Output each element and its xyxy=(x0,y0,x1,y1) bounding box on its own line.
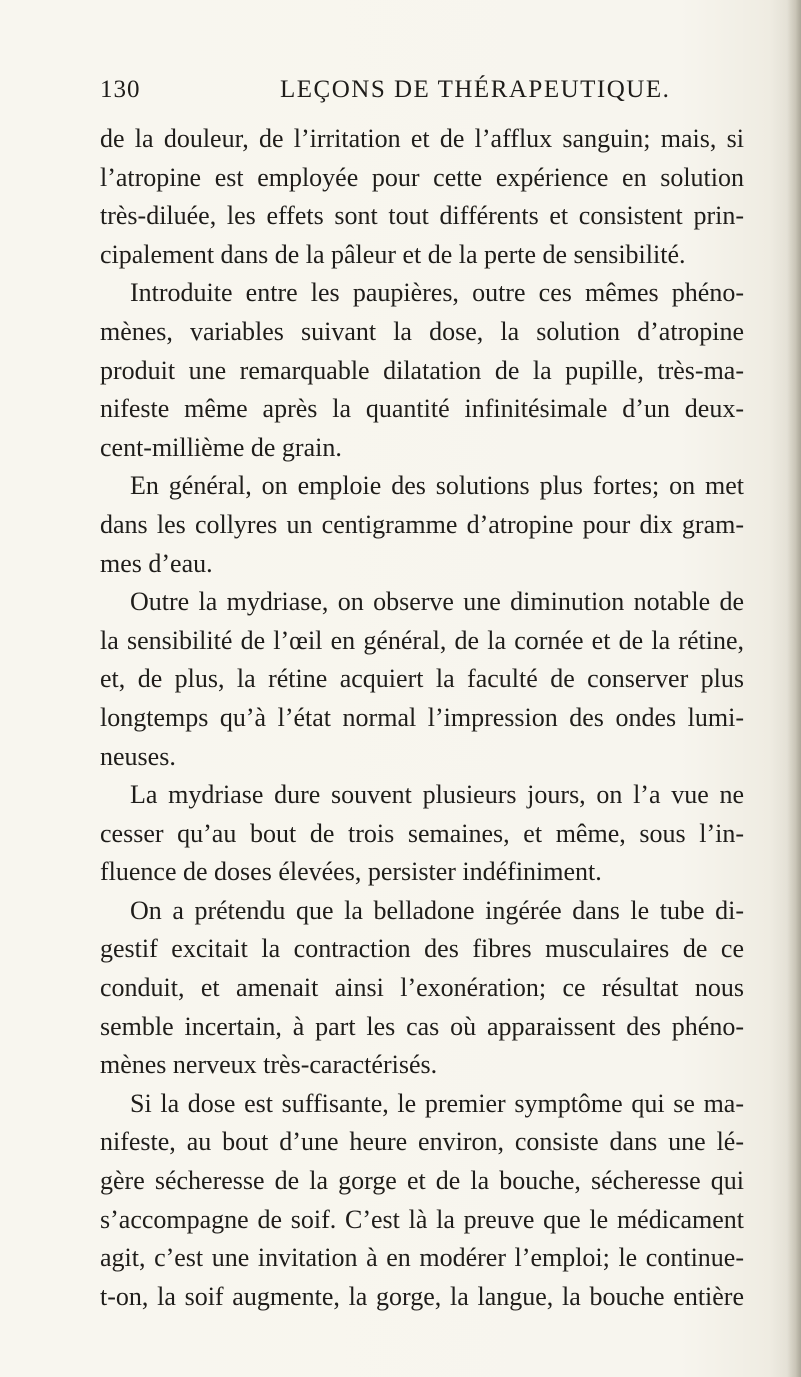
text-line: conduit, et amenait ainsi l’exonération; ce résultat nous xyxy=(100,973,744,1003)
text-line: très-diluée, les effets sont tout différents et consistent prin- xyxy=(100,201,744,231)
text-line: longtemps qu’à l’état normal l’impression des ondes lumi- xyxy=(100,702,744,732)
paragraph-first-line: La mydriase dure souvent plusieurs jours, on l’a vue ne xyxy=(130,780,744,810)
text-line: et, de plus, la rétine acquiert la faculté de conserver plus xyxy=(100,664,744,694)
text-line: agit, c’est une invitation à en modérer l’emploi; le continue- xyxy=(100,1243,744,1273)
text-line: nifeste même après la quantité infinitésimale d’un deux- xyxy=(100,394,744,424)
text-line: nifeste, au bout d’une heure environ, consiste dans une lé- xyxy=(100,1127,744,1157)
text-line: semble incertain, à part les cas où apparaissent des phéno- xyxy=(100,1011,744,1041)
text-line: mènes, variables suivant la dose, la solution d’atropine xyxy=(100,316,744,346)
text-line: t-on, la soif augmente, la gorge, la langue, la bouche entière xyxy=(100,1281,744,1311)
text-line: cent-millième de grain. xyxy=(100,432,342,462)
text-line: mènes nerveux très-caractérisés. xyxy=(100,1050,438,1080)
text-line: gère sécheresse de la gorge et de la bouche, sécheresse qui xyxy=(100,1166,744,1196)
page-number: 130 xyxy=(100,76,141,103)
text-line: dans les collyres un centigramme d’atropine pour dix gram- xyxy=(100,509,744,539)
text-line: cipalement dans de la pâleur et de la perte de sensibilité. xyxy=(100,239,686,269)
text-line: cesser qu’au bout de trois semaines, et même, sous l’in- xyxy=(100,818,744,848)
paragraph-first-line: Si la dose est suffisante, le premier symptôme qui se ma- xyxy=(130,1088,744,1118)
page-edge-shadow xyxy=(787,0,801,1377)
text-line: la sensibilité de l’œil en général, de la cornée et de la rétine, xyxy=(100,625,744,655)
paragraph-first-line: On a prétendu que la belladone ingérée dans le tube di- xyxy=(130,895,744,925)
paragraph-first-line: Introduite entre les paupières, outre ces mêmes phéno- xyxy=(130,278,744,308)
paragraph-first-line: En général, on emploie des solutions plus fortes; on met xyxy=(130,471,744,501)
text-line: s’accompagne de soif. C’est là la preuve que le médicament xyxy=(100,1204,744,1234)
text-line: mes d’eau. xyxy=(100,548,213,578)
body-text xyxy=(100,120,744,1316)
text-line: neuses. xyxy=(100,741,176,771)
text-line: l’atropine est employée pour cette expérience en solution xyxy=(100,162,744,192)
running-title: LEÇONS DE THÉRAPEUTIQUE. xyxy=(280,76,671,103)
running-head xyxy=(100,76,740,112)
text-line: gestif excitait la contraction des fibres musculaires de ce xyxy=(100,934,744,964)
text-line: de la douleur, de l’irritation et de l’afflux sanguin; mais, si xyxy=(100,124,744,153)
text-line: produit une remarquable dilatation de la pupille, très-ma- xyxy=(100,355,744,385)
text-line: fluence de doses élevées, persister indéfiniment. xyxy=(100,857,602,887)
paragraph-first-line: Outre la mydriase, on observe une diminution notable de xyxy=(130,587,744,617)
